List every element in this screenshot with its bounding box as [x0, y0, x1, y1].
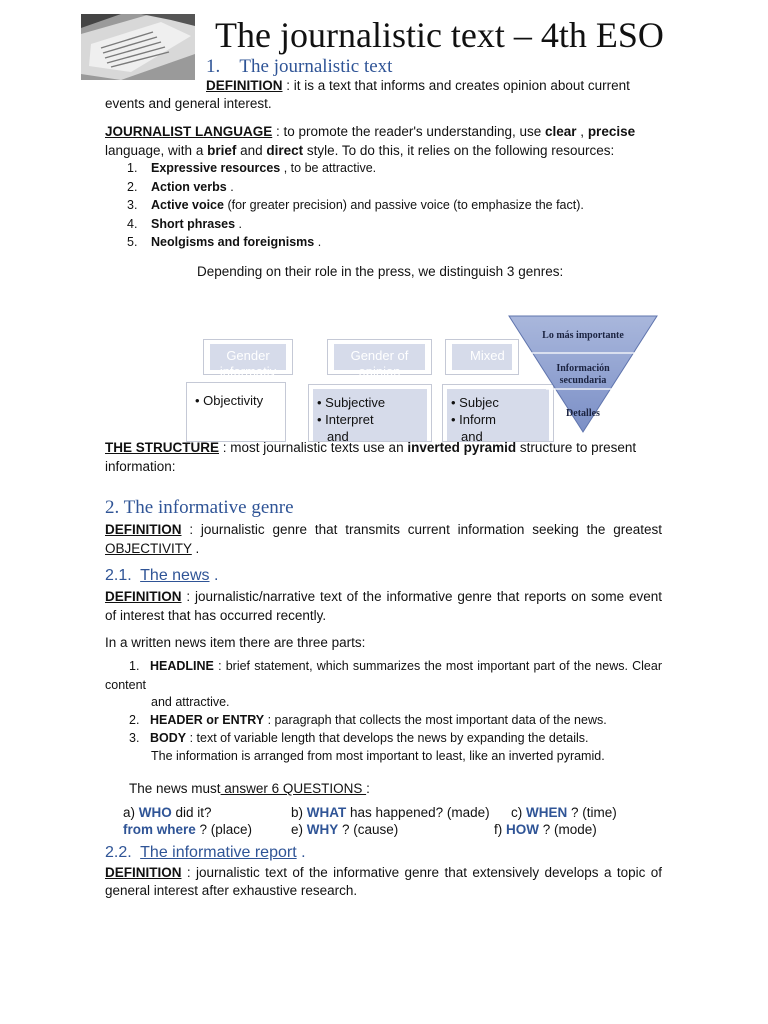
structure-label: THE STRUCTURE	[105, 440, 219, 455]
pyramid-mid-label-1: Información	[556, 363, 610, 374]
journalist-language-para-cont	[105, 143, 614, 158]
question-when	[511, 805, 617, 820]
text-span: e)	[291, 822, 307, 837]
list-item	[127, 180, 584, 199]
section-2-definition-cont	[105, 541, 199, 556]
six-questions: answer 6 QUESTIONS	[220, 781, 367, 796]
part-headline-cont-2: and attractive.	[151, 695, 230, 709]
definition-label: DEFINITION	[206, 78, 283, 93]
list-text: : paragraph that collects the most important data of the news.	[264, 713, 607, 727]
page-title: The journalistic text – 4th ESO	[215, 15, 664, 55]
text-span: .	[296, 844, 306, 861]
text-span: The news must	[129, 781, 221, 796]
what-word: WHAT	[306, 805, 347, 820]
inverted-pyramid	[508, 315, 658, 433]
definition-text: : journalistic text of the informative genre that extensively develops a topic of	[181, 865, 662, 880]
part-header	[129, 713, 607, 727]
resources-list	[127, 161, 584, 254]
part-body	[129, 731, 588, 745]
precise-word: precise	[587, 124, 636, 139]
section-1-number: 1.	[206, 56, 221, 77]
text-span: ,	[576, 124, 588, 139]
section-2-number: 2.	[105, 497, 120, 518]
list-number: 1.	[127, 161, 138, 175]
parts-intro: In a written news item there are three parts:	[105, 635, 366, 650]
list-text: .	[226, 179, 234, 194]
who-word: WHO	[138, 805, 172, 820]
section-2-definition	[105, 522, 662, 537]
genre-opinion-label: Gender of opinion	[350, 348, 409, 379]
text-span: structure to present	[516, 440, 637, 455]
clear-word: clear	[545, 124, 577, 139]
objectivity-word: OBJECTIVITY	[105, 541, 192, 556]
definition-label: DEFINITION	[105, 589, 182, 604]
detail-and-mixed: and	[461, 429, 483, 444]
section-2-2-definition	[105, 865, 662, 880]
question-why	[291, 822, 398, 837]
detail-subjective: • Subjective	[317, 395, 386, 410]
text-span: did it?	[171, 805, 212, 820]
text-span: ? (place)	[195, 822, 253, 837]
definition-label: DEFINITION	[105, 865, 182, 880]
list-bold: Active voice	[151, 198, 224, 212]
text-span: language, with a	[105, 143, 208, 158]
list-bold: Action verbs	[151, 179, 227, 194]
list-item	[127, 161, 584, 180]
section-2-2-title: The informative report	[140, 844, 297, 861]
section-1-title: The journalistic text	[239, 56, 393, 77]
section-2-2-number: 2.2.	[105, 844, 132, 861]
text-span: ? (time)	[567, 805, 617, 820]
newspaper-image	[81, 14, 195, 80]
inverted-pyramid-word: inverted pyramid	[407, 440, 517, 455]
genre-informative-label: Gender informativ	[219, 348, 277, 379]
list-number: 5.	[127, 235, 138, 249]
brief-word: brief	[207, 143, 237, 158]
list-text: : text of variable length that develops the news by expanding the details.	[186, 731, 589, 745]
detail-interpret: • Interpret	[317, 412, 374, 427]
list-text: .	[235, 216, 243, 231]
journalist-language-label: JOURNALIST LANGUAGE	[105, 124, 273, 139]
structure-para	[105, 440, 636, 455]
text-span: c)	[511, 805, 526, 820]
header-label: HEADER or ENTRY	[150, 713, 265, 727]
genre-mixed-label: Mixed	[470, 348, 505, 363]
detail-inform: • Inform	[451, 412, 497, 427]
section-2-1-definition-cont: of interest that has occurred recently.	[105, 608, 327, 623]
genre-box-informative	[203, 339, 293, 379]
text-span: and	[236, 143, 267, 158]
list-bold: Neolgisms and foreignisms	[151, 235, 315, 249]
list-text: (for greater precision) and passive voice (to emphasize the fact).	[223, 198, 584, 212]
definition-text: : it is a text that informs and creates opinion about current	[282, 78, 630, 93]
text-span: ? (mode)	[539, 822, 597, 837]
list-text: , to be attractive.	[280, 161, 377, 175]
list-number: 3.	[127, 198, 138, 212]
pyramid-bottom-label: Detalles	[566, 408, 600, 419]
detail-box-informative	[186, 382, 286, 442]
text-span: has happened? (made)	[346, 805, 490, 820]
text-span: .	[191, 541, 200, 556]
definition-label: DEFINITION	[105, 522, 182, 537]
genres-intro: Depending on their role in the press, we distinguish 3 genres:	[197, 264, 564, 279]
question-what	[291, 805, 490, 820]
definition-text: : journalistic genre that transmits current information seeking the greatest	[181, 522, 662, 537]
text-span: b)	[291, 805, 307, 820]
section-2-1-heading	[105, 567, 218, 585]
detail-and: and	[327, 429, 349, 444]
text-span: a)	[123, 805, 139, 820]
text-span: f)	[494, 822, 506, 837]
section-2-1-number: 2.1.	[105, 567, 132, 584]
list-number: 3.	[129, 731, 140, 745]
questions-intro	[129, 781, 370, 796]
section-2-2-heading	[105, 844, 306, 862]
list-item	[127, 217, 584, 236]
section-1-definition-cont: events and general interest.	[105, 96, 272, 111]
question-where	[123, 822, 252, 837]
question-who	[123, 805, 212, 820]
detail-box-opinion	[308, 384, 432, 442]
how-word: HOW	[506, 822, 539, 837]
list-text: : brief statement, which summarizes the most important part of the news. Clear	[213, 659, 662, 673]
text-span: .	[209, 567, 219, 584]
why-word: WHY	[306, 822, 339, 837]
part-headline	[129, 659, 662, 673]
headline-label: HEADLINE	[150, 659, 214, 673]
definition-text: : journalistic/narrative text of the informative genre that reports on some event	[181, 589, 662, 604]
text-span: ? (cause)	[338, 822, 399, 837]
list-text: .	[314, 235, 322, 249]
section-1-definition	[206, 78, 630, 93]
direct-word: direct	[266, 143, 304, 158]
section-2-heading	[105, 497, 294, 519]
text-span: : most journalistic texts use an	[219, 440, 408, 455]
structure-para-cont: information:	[105, 459, 176, 474]
list-item	[127, 235, 584, 254]
body-label: BODY	[150, 731, 187, 745]
list-number: 1.	[129, 659, 140, 673]
list-number: 4.	[127, 216, 138, 231]
detail-objectivity: • Objectivity	[195, 393, 264, 408]
list-number: 2.	[129, 713, 140, 727]
journalist-language-para	[105, 124, 635, 139]
section-1-heading	[206, 56, 392, 78]
text-span: style. To do this, it relies on the following resources:	[303, 143, 615, 158]
list-item	[127, 198, 584, 217]
list-bold: Short phrases	[151, 216, 236, 231]
when-word: WHEN	[526, 805, 568, 820]
question-how	[494, 822, 597, 837]
from-where-word: from where	[123, 822, 196, 837]
list-bold: Expressive resources	[151, 161, 281, 175]
section-2-1-title: The news	[140, 567, 210, 584]
part-body-cont: The information is arranged from most important to least, like an inverted pyramid.	[151, 749, 605, 763]
section-2-2-definition-cont: general interest after exhaustive research.	[105, 883, 358, 898]
text-span: :	[366, 781, 370, 796]
text-span: : to promote the reader's understanding, use	[272, 124, 546, 139]
pyramid-mid-label-2: secundaria	[559, 375, 607, 386]
pyramid-top-label: Lo más importante	[542, 330, 624, 341]
section-2-1-definition	[105, 589, 662, 604]
genre-box-opinion	[327, 339, 432, 379]
section-2-title: The informative genre	[123, 497, 294, 518]
list-number: 2.	[127, 179, 138, 194]
part-headline-cont: content	[105, 678, 147, 692]
detail-subjec: • Subjec	[451, 395, 499, 410]
